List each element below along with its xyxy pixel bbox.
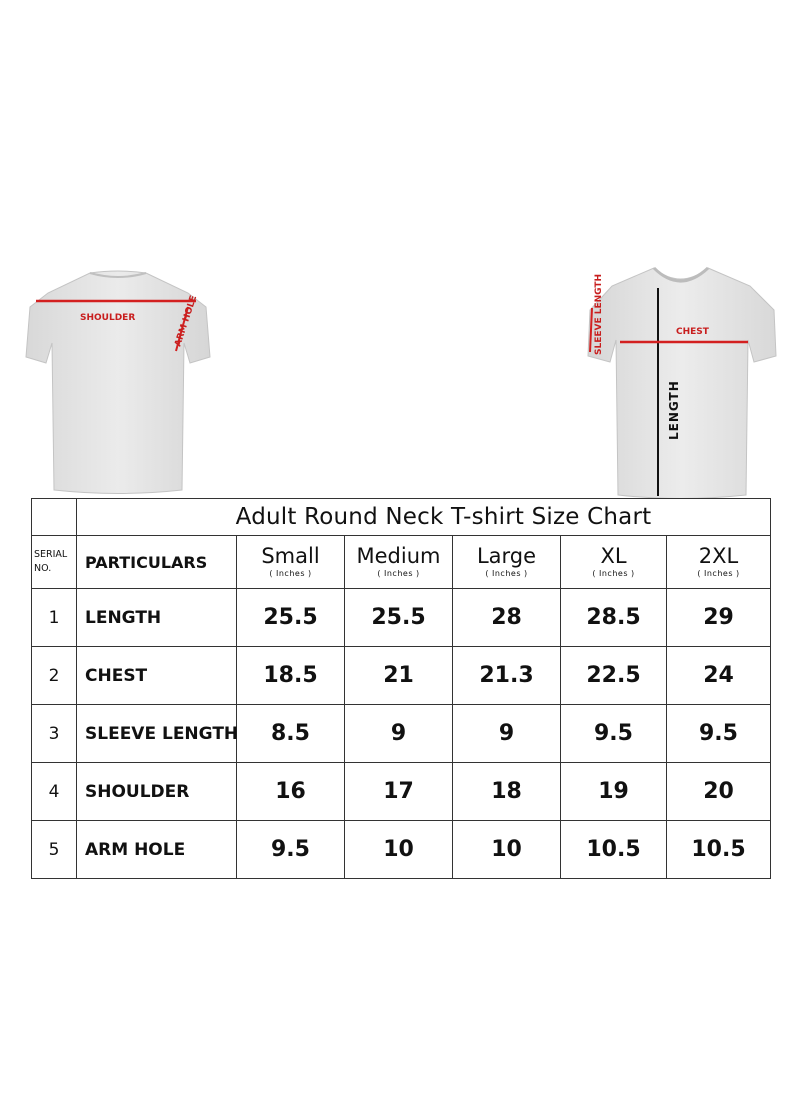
size-unit: ( Inches ) xyxy=(592,568,635,578)
particular-name: ARM HOLE xyxy=(77,821,237,879)
size-header-large xyxy=(453,536,561,589)
particulars-header: PARTICULARS xyxy=(77,536,237,589)
measurement-value: 8.5 xyxy=(237,705,345,763)
measurement-value: 9.5 xyxy=(237,821,345,879)
measurement-value: 17 xyxy=(345,763,453,821)
size-name: Medium xyxy=(356,543,441,568)
size-header-2xl xyxy=(667,536,771,589)
serial-number: 2 xyxy=(32,647,77,705)
size-unit: ( Inches ) xyxy=(377,568,420,578)
measurement-value: 29 xyxy=(667,589,771,647)
size-header-medium xyxy=(345,536,453,589)
size-unit: ( Inches ) xyxy=(485,568,528,578)
size-name: Small xyxy=(261,543,320,568)
size-name: 2XL xyxy=(698,543,739,568)
size-name: XL xyxy=(600,543,627,568)
serial-header: SERIAL NO. xyxy=(32,536,77,589)
measurement-value: 16 xyxy=(237,763,345,821)
measurement-value: 18.5 xyxy=(237,647,345,705)
size-name: Large xyxy=(476,543,537,568)
particular-name: SHOULDER xyxy=(77,763,237,821)
size-header-xl xyxy=(561,536,667,589)
table-row xyxy=(32,821,771,879)
serial-number: 1 xyxy=(32,589,77,647)
serial-number: 5 xyxy=(32,821,77,879)
table-row xyxy=(32,705,771,763)
measurement-value: 24 xyxy=(667,647,771,705)
measurement-value: 22.5 xyxy=(561,647,667,705)
armhole-label: ARM HOLE xyxy=(173,294,200,348)
particular-name: SLEEVE LENGTH xyxy=(77,705,237,763)
tshirt-front-shape xyxy=(588,268,776,499)
measurement-value: 9 xyxy=(453,705,561,763)
measurement-value: 10.5 xyxy=(667,821,771,879)
size-unit: ( Inches ) xyxy=(697,568,740,578)
particular-name: CHEST xyxy=(77,647,237,705)
measurement-value: 28.5 xyxy=(561,589,667,647)
measurement-value: 9 xyxy=(345,705,453,763)
table-row xyxy=(32,589,771,647)
measurement-value: 25.5 xyxy=(237,589,345,647)
measurement-value: 9.5 xyxy=(667,705,771,763)
measurement-value: 9.5 xyxy=(561,705,667,763)
measurement-value: 10.5 xyxy=(561,821,667,879)
chest-label: CHEST xyxy=(676,327,709,337)
size-header-small xyxy=(237,536,345,589)
serial-number: 4 xyxy=(32,763,77,821)
sleeve-length-label: SLEEVE LENGTH xyxy=(594,273,604,355)
measurement-value: 28 xyxy=(453,589,561,647)
serial-number: 3 xyxy=(32,705,77,763)
measurement-value: 25.5 xyxy=(345,589,453,647)
size-unit: ( Inches ) xyxy=(269,568,312,578)
measurement-value: 18 xyxy=(453,763,561,821)
table-title: Adult Round Neck T-shirt Size Chart xyxy=(77,499,771,536)
measurement-value: 10 xyxy=(345,821,453,879)
title-row xyxy=(32,499,771,536)
size-chart-table xyxy=(31,498,771,879)
particular-name: LENGTH xyxy=(77,589,237,647)
length-label: LENGTH xyxy=(667,380,681,440)
tshirt-front-diagram xyxy=(578,260,783,500)
table-row xyxy=(32,763,771,821)
measurement-value: 19 xyxy=(561,763,667,821)
measurement-value: 10 xyxy=(453,821,561,879)
tshirt-back-shape xyxy=(26,271,210,494)
tshirt-back-diagram xyxy=(18,265,218,495)
measurement-value: 20 xyxy=(667,763,771,821)
measurement-value: 21.3 xyxy=(453,647,561,705)
measurement-value: 21 xyxy=(345,647,453,705)
table-row xyxy=(32,647,771,705)
shoulder-label: SHOULDER xyxy=(80,313,136,323)
header-row xyxy=(32,536,771,589)
